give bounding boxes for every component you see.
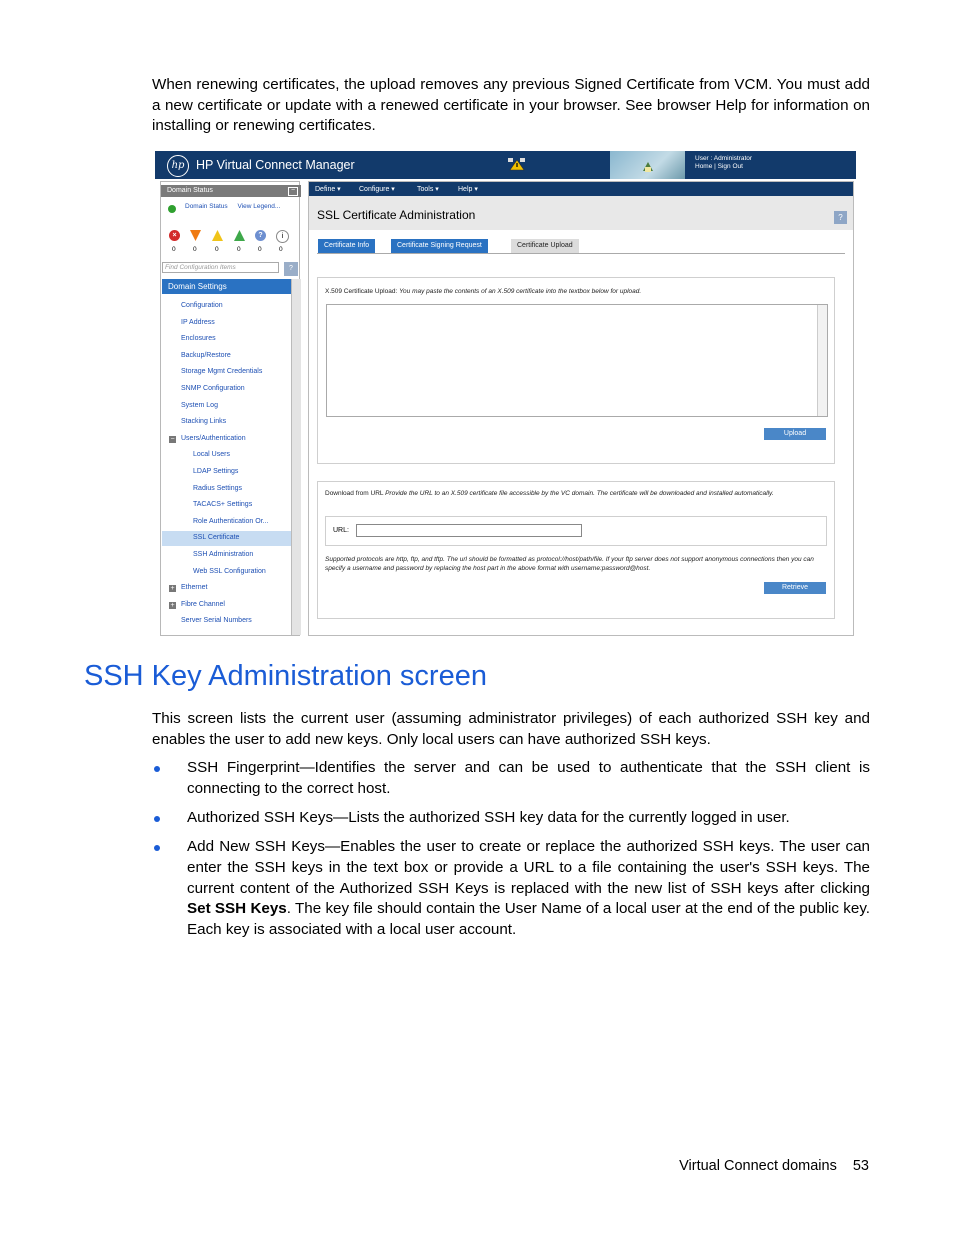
nav-item[interactable]: Server Serial Numbers xyxy=(181,617,252,625)
bullet-icon xyxy=(154,845,160,851)
upload-label: X.509 Certificate Upload: xyxy=(325,288,398,295)
bullet-icon xyxy=(154,816,160,822)
critical-icon[interactable]: × xyxy=(169,230,180,241)
nav-item[interactable]: Backup/Restore xyxy=(181,351,231,359)
find-configuration-input[interactable]: Find Configuration Items xyxy=(162,262,279,273)
upload-panel xyxy=(317,277,835,464)
status-count: 0 xyxy=(279,246,283,253)
textarea-scrollbar[interactable] xyxy=(817,305,827,416)
list-item: SSH Fingerprint—Identifies the server and can be used to authenticate that the SSH client is connecting to the correct host. xyxy=(152,758,870,799)
upload-instructions xyxy=(325,288,815,297)
nav-item[interactable]: Storage Mgmt Credentials xyxy=(181,368,263,376)
download-panel xyxy=(317,481,835,619)
tab-certificate-info[interactable]: Certificate Info xyxy=(318,239,375,253)
nav-item[interactable]: IP Address xyxy=(181,318,215,326)
intro-paragraph: When renewing certificates, the upload removes any previous Signed Certificate from VCM. You must add a new certificate or update with a renewed certificate in your browser. See browser Help for information on installing or renewing certificates. xyxy=(152,76,870,135)
download-label: Download from URL xyxy=(325,490,384,497)
status-ok-icon xyxy=(168,205,176,213)
minor-icon[interactable] xyxy=(212,230,223,241)
title-bar xyxy=(155,151,856,179)
nav-item[interactable]: SSH Administration xyxy=(193,551,254,558)
tab-certificate-signing-request[interactable]: Certificate Signing Request xyxy=(391,239,488,253)
bullet-list xyxy=(152,758,870,949)
nav-item[interactable]: Local Users xyxy=(193,451,230,459)
menu-tools[interactable]: Tools ▾ xyxy=(417,186,439,193)
menu-help[interactable]: Help ▾ xyxy=(458,186,478,193)
network-warning-icon xyxy=(508,157,526,171)
nav-scrollbar[interactable] xyxy=(291,279,301,635)
help-button[interactable]: ? xyxy=(834,211,847,224)
domain-status-header-label: Domain Status xyxy=(167,187,213,194)
nav-item[interactable]: Configuration xyxy=(181,302,223,309)
menu-bar xyxy=(309,182,853,196)
app-title: HP Virtual Connect Manager xyxy=(196,158,355,172)
domain-settings-label: Domain Settings xyxy=(168,282,227,291)
nav-item[interactable]: TACACS+ Settings xyxy=(193,501,253,509)
retrieve-button[interactable]: Retrieve xyxy=(764,582,826,594)
menu-configure[interactable]: Configure ▾ xyxy=(359,186,395,193)
nav-item[interactable]: Web SSL Configuration xyxy=(193,567,266,575)
header-banner-image xyxy=(610,151,685,179)
upload-button[interactable]: Upload xyxy=(764,428,826,440)
warning-icon[interactable] xyxy=(234,230,245,241)
user-line: User : Administrator xyxy=(695,155,753,162)
hp-logo: hp xyxy=(167,155,189,177)
nav-item[interactable]: Fibre Channel xyxy=(181,600,225,608)
info-icon[interactable]: ? xyxy=(255,230,266,241)
view-legend-link[interactable]: View Legend... xyxy=(237,203,281,210)
page-title-bar xyxy=(309,196,853,230)
domain-status-links xyxy=(185,203,288,210)
menu-define[interactable]: Define ▾ xyxy=(315,186,341,193)
nav-item[interactable]: Role Authentication Or... xyxy=(193,517,269,525)
domain-status-header xyxy=(161,185,301,197)
nav-item[interactable]: Enclosures xyxy=(181,335,216,343)
set-ssh-keys-term: Set SSH Keys xyxy=(187,900,287,918)
url-label: URL: xyxy=(333,527,349,534)
page-title: SSL Certificate Administration xyxy=(317,208,476,222)
tab-divider xyxy=(317,253,845,254)
building-icon xyxy=(610,151,685,179)
status-count: 0 xyxy=(172,246,176,253)
status-count: 0 xyxy=(193,246,197,253)
certificate-textarea[interactable] xyxy=(326,304,828,417)
unknown-icon[interactable]: i xyxy=(276,230,289,243)
list-item: Authorized SSH Keys—Lists the authorized SSH key data for the currently logged in user. xyxy=(152,808,870,829)
footer-section: Virtual Connect domains xyxy=(679,1158,837,1174)
status-count: 0 xyxy=(237,246,241,253)
main-panel xyxy=(308,181,854,636)
find-help-button[interactable]: ? xyxy=(284,262,298,276)
sign-out-link[interactable]: Sign Out xyxy=(717,163,743,170)
nav-item[interactable]: Ethernet xyxy=(181,584,208,592)
home-link[interactable]: Home xyxy=(695,163,713,170)
left-navigation xyxy=(160,181,300,636)
section-heading: SSH Key Administration screen xyxy=(84,660,487,692)
status-count: 0 xyxy=(215,246,219,253)
url-box xyxy=(325,516,827,546)
user-info: User : Administrator Home | Sign Out xyxy=(695,155,753,170)
section-paragraph: This screen lists the current user (assuming administrator privileges) of each authorized SSH key and enables the user to add new keys. Only local users can have authorized SSH keys. xyxy=(152,710,870,748)
status-count: 0 xyxy=(258,246,262,253)
page-number: 53 xyxy=(852,1158,869,1174)
nav-item[interactable]: SNMP Configuration xyxy=(181,385,245,392)
nav-item[interactable]: LDAP Settings xyxy=(193,468,239,475)
protocols-note: Supported protocols are http, ftp, and tftp. The url should be formatted as protocol://host/path/file. If your ftp server does not support anonymous connections then you can specify a username and password by replacing the host part in the above format with username:password@host. xyxy=(325,556,814,572)
expand-icon[interactable]: + xyxy=(170,601,175,609)
upload-hint: You may paste the contents of an X.509 certificate into the textbox below for upload. xyxy=(399,288,642,295)
nav-item[interactable]: System Log xyxy=(181,401,218,409)
download-hint: Provide the URL to an X.509 certificate file accessible by the VC domain. The certificate will be downloaded and installed automatically. xyxy=(385,490,774,497)
major-icon[interactable] xyxy=(190,230,201,241)
expand-icon[interactable]: + xyxy=(170,585,175,593)
page-footer xyxy=(667,1158,869,1174)
nav-item[interactable]: Radius Settings xyxy=(193,484,243,492)
collapse-icon[interactable]: − xyxy=(170,435,175,443)
download-instructions xyxy=(325,490,815,499)
nav-item[interactable]: Users/Authentication xyxy=(181,434,246,442)
nav-item[interactable]: Stacking Links xyxy=(181,418,227,426)
nav-item[interactable]: SSL Certificate xyxy=(193,534,240,542)
list-item: Add New SSH Keys—Enables the user to create or replace the authorized SSH keys. The user can enter the SSH keys in the text box or provide a URL to a file containing the user's SSH keys. The current content of the Authorized SSH Keys is replaced with the new list of SSH keys after clicking Set SSH Keys. The key file should contain the User Name of a local user at the end of the public key. Each key is associated with a local user account. xyxy=(152,837,870,941)
vcm-screenshot xyxy=(155,151,856,637)
url-input[interactable] xyxy=(356,524,582,537)
collapse-icon[interactable]: − xyxy=(288,187,298,196)
domain-status-link[interactable]: Domain Status xyxy=(185,203,228,210)
tab-certificate-upload[interactable]: Certificate Upload xyxy=(511,239,579,253)
bullet-icon xyxy=(154,766,160,772)
domain-settings-header xyxy=(162,279,291,294)
